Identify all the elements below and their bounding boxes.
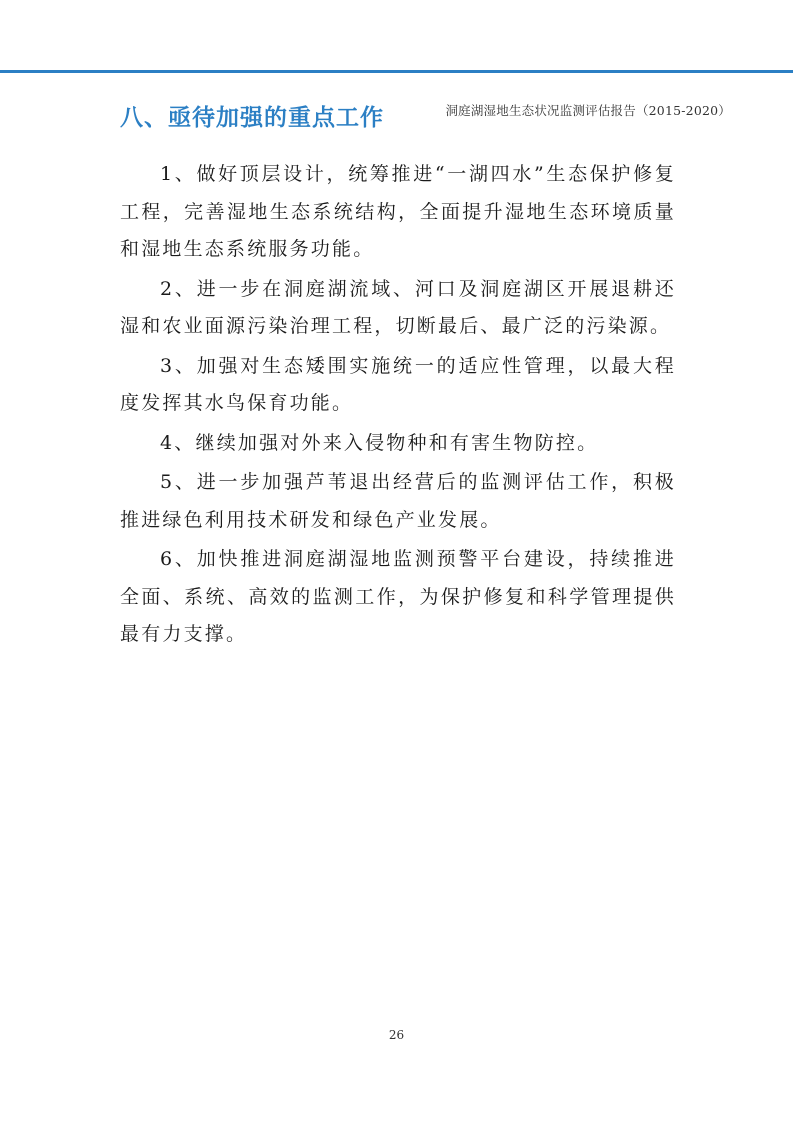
paragraph-6: 6、加快推进洞庭湖湿地监测预警平台建设，持续推进全面、系统、高效的监测工作，为保护修复和科学管理提供最有力支撑。 [120,548,676,645]
body-text [120,156,676,656]
paragraph-4: 4、继续加强对外来入侵物种和有害生物防控。 [160,431,599,454]
paragraph-2: 2、进一步在洞庭湖流域、河口及洞庭湖区开展退耕还湿和农业面源污染治理工程，切断最后、最广泛的污染源。 [120,277,676,337]
header-divider [0,70,793,73]
paragraph-1: 1、做好顶层设计，统筹推进“一湖四水”生态保护修复工程，完善湿地生态系统结构，全面提升湿地生态环境质量和湿地生态系统服务功能。 [120,163,676,260]
header-title: 洞庭湖湿地生态状况监测评估报告（2015-2020） [445,103,731,118]
page-number: 26 [388,1028,405,1042]
section-heading: 八、亟待加强的重点工作 [120,105,384,131]
paragraph-3: 3、加强对生态矮围实施统一的适应性管理，以最大程度发挥其水鸟保育功能。 [120,354,676,414]
paragraph-5: 5、进一步加强芦苇退出经营后的监测评估工作，积极推进绿色利用技术研发和绿色产业发展。 [120,471,676,531]
